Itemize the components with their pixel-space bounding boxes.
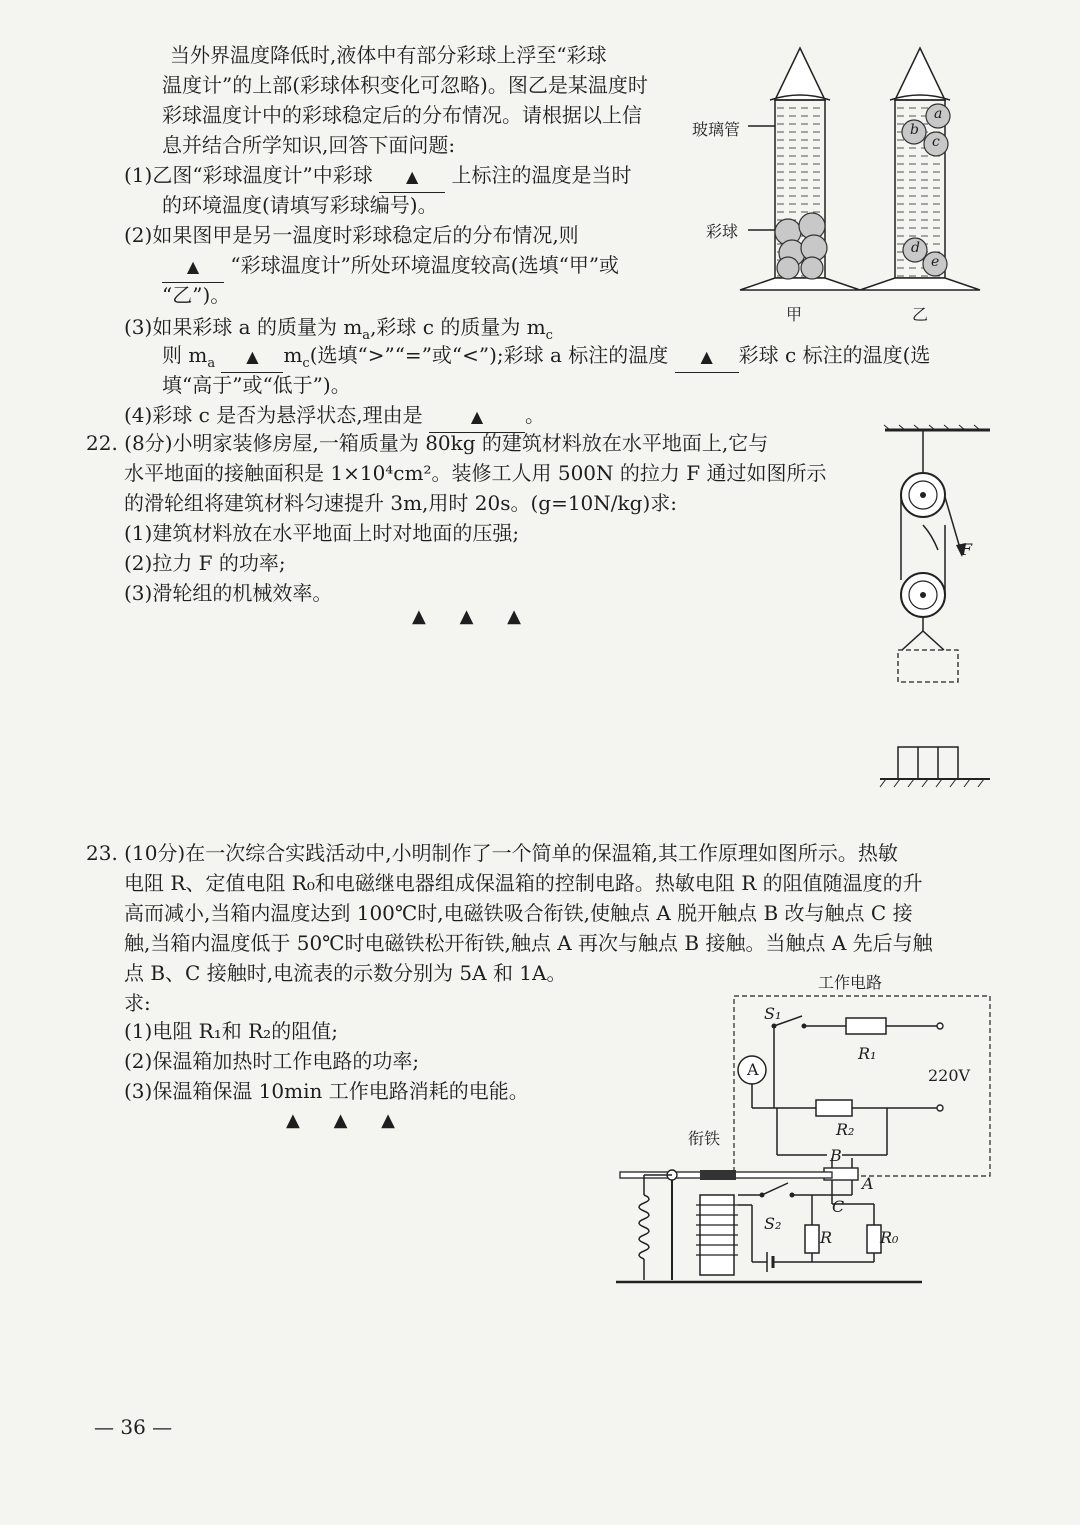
work-circuit-label: 工作电路 — [818, 973, 883, 992]
answer-mark: ▲ — [186, 257, 200, 276]
answer-blank-4[interactable] — [675, 340, 739, 373]
circuit-figure — [612, 990, 1032, 1300]
answer-blank-1[interactable] — [379, 160, 445, 193]
ball-e-label: e — [931, 254, 940, 270]
q21-part1-line1 — [124, 160, 632, 193]
q23-line-1: 23. (10分)在一次综合实践活动中,小明制作了一个简单的保温箱,其工作原理如图所示。热敏 — [86, 841, 898, 865]
q21-part3-text-a2: ,彩球 c 的质量为 m — [370, 315, 546, 339]
q21-line-4: 息并结合所学知识,回答下面问题: — [162, 133, 456, 157]
q23-part-1: (1)电阻 R₁和 R₂的阻值; — [124, 1019, 338, 1043]
switch-s2-label: S₂ — [764, 1214, 782, 1233]
q23-part-2: (2)保温箱加热时工作电路的功率; — [124, 1049, 420, 1073]
voltage-label: 220V — [928, 1066, 971, 1085]
contact-b-label: B — [830, 1146, 842, 1165]
ball-a-label: a — [934, 106, 943, 122]
q21-line-1: 当外界温度降低时,液体中有部分彩球上浮至“彩球 — [170, 43, 607, 67]
color-ball-label: 彩球 — [706, 222, 739, 241]
switch-s1-label: S₁ — [764, 1004, 782, 1023]
q21-part1-text-a: (1)乙图“彩球温度计”中彩球 — [124, 163, 373, 187]
q21-part4-end: 。 — [524, 403, 545, 427]
subscript: a — [207, 356, 216, 371]
glass-tube-label: 玻璃管 — [692, 120, 741, 139]
q21-part2-line3: “乙”)。 — [162, 283, 231, 307]
resistor-r1-label: R₁ — [858, 1044, 877, 1063]
q23-line-2: 电阻 R、定值电阻 R₀和电磁继电器组成保温箱的控制电路。热敏电阻 R 的阻值随温度的升 — [124, 871, 923, 895]
ball-c-label: c — [932, 134, 940, 150]
armature-label: 衔铁 — [688, 1129, 721, 1148]
contact-a-label: A — [862, 1174, 874, 1193]
figure-jia-label: 甲 — [786, 305, 803, 324]
q23-answer-marks: ▲ ▲ ▲ — [286, 1110, 409, 1131]
q22-part-2: (2)拉力 F 的功率; — [124, 551, 286, 575]
contact-c-label: C — [832, 1197, 845, 1216]
q21-line-3: 彩球温度计中的彩球稳定后的分布情况。请根据以上信 — [162, 103, 642, 127]
subscript: c — [302, 356, 310, 371]
force-f-label: F — [961, 540, 973, 559]
answer-mark: ▲ — [246, 347, 259, 366]
resistor-r0-label: R₀ — [880, 1228, 899, 1247]
q21-line-2: 温度计”的上部(彩球体积变化可忽略)。图乙是某温度时 — [162, 73, 648, 97]
ball-b-label: b — [910, 122, 919, 138]
page-number: — 36 — — [94, 1415, 173, 1439]
answer-mark: ▲ — [700, 347, 713, 366]
pulley-figure — [880, 425, 1010, 795]
q21-part2-text-b: “彩球温度计”所处环境温度较高(选填“甲”或 — [230, 253, 620, 277]
q22-line-1: 22. (8分)小明家装修房屋,一箱质量为 80kg 的建筑材料放在水平地面上,它与 — [86, 431, 769, 455]
q23-line-5: 点 B、C 接触时,电流表的示数分别为 5A 和 1A。 — [124, 961, 567, 985]
ball-thermometer-figure — [680, 40, 1000, 340]
thermistor-r-label: R — [820, 1228, 833, 1247]
q21-part3-text-post: (选填“>”“=”或“<”);彩球 a 标注的温度 — [309, 343, 669, 367]
q23-line-3: 高而减小,当箱内温度达到 100℃时,电磁铁吸合衔铁,使触点 A 脱开触点 B 改与触点 C 接 — [124, 901, 913, 925]
q23-part-3: (3)保温箱保温 10min 工作电路消耗的电能。 — [124, 1079, 529, 1103]
q22-part-1: (1)建筑材料放在水平地面上时对地面的压强; — [124, 521, 520, 545]
thermometer-yi — [860, 48, 980, 290]
q21-part3-text-a: (3)如果彩球 a 的质量为 m — [124, 315, 363, 339]
answer-blank-3[interactable] — [221, 340, 283, 373]
q23-line-4: 触,当箱内温度低于 50℃时电磁铁松开衔铁,触点 A 再次与触点 B 接触。当触点 A 先后与触 — [124, 931, 933, 955]
subscript: a — [362, 328, 371, 343]
q22-line-2: 水平地面的接触面积是 1×10⁴cm²。装修工人用 500N 的拉力 F 通过如图所示 — [124, 461, 827, 485]
figure-yi-label: 乙 — [912, 305, 929, 324]
subscript: c — [545, 328, 553, 343]
thermometer-jia — [740, 48, 860, 290]
ammeter-icon: A — [747, 1060, 759, 1079]
q21-part2-line1: (2)如果图甲是另一温度时彩球稳定后的分布情况,则 — [124, 223, 579, 247]
answer-mark: ▲ — [405, 167, 419, 186]
q21-part1-line2: 的环境温度(请填写彩球编号)。 — [162, 193, 438, 217]
q22-part-3: (3)滑轮组的机械效率。 — [124, 581, 333, 605]
ball-d-label: d — [911, 240, 920, 256]
resistor-r2-label: R₂ — [836, 1120, 855, 1139]
q21-part1-text-b: 上标注的温度是当时 — [451, 163, 632, 187]
q22-line-3: 的滑轮组将建筑材料匀速提升 3m,用时 20s。(g=10N/kg)求: — [124, 491, 677, 515]
q22-answer-marks: ▲ ▲ ▲ — [412, 606, 535, 627]
q21-part3-text-end: 彩球 c 标注的温度(选 — [738, 343, 931, 367]
q21-part3-text-b: 则 m — [162, 343, 208, 367]
answer-mark: ▲ — [470, 407, 484, 426]
q21-part3-text-mid: m — [283, 343, 303, 367]
q23-ask: 求: — [124, 991, 151, 1015]
answer-blank-2[interactable] — [162, 250, 224, 283]
q21-part3-line3: 填“高于”或“低于”)。 — [162, 373, 351, 397]
q21-part2-line2 — [162, 250, 619, 283]
q21-part4-text: (4)彩球 c 是否为悬浮状态,理由是 — [124, 403, 423, 427]
